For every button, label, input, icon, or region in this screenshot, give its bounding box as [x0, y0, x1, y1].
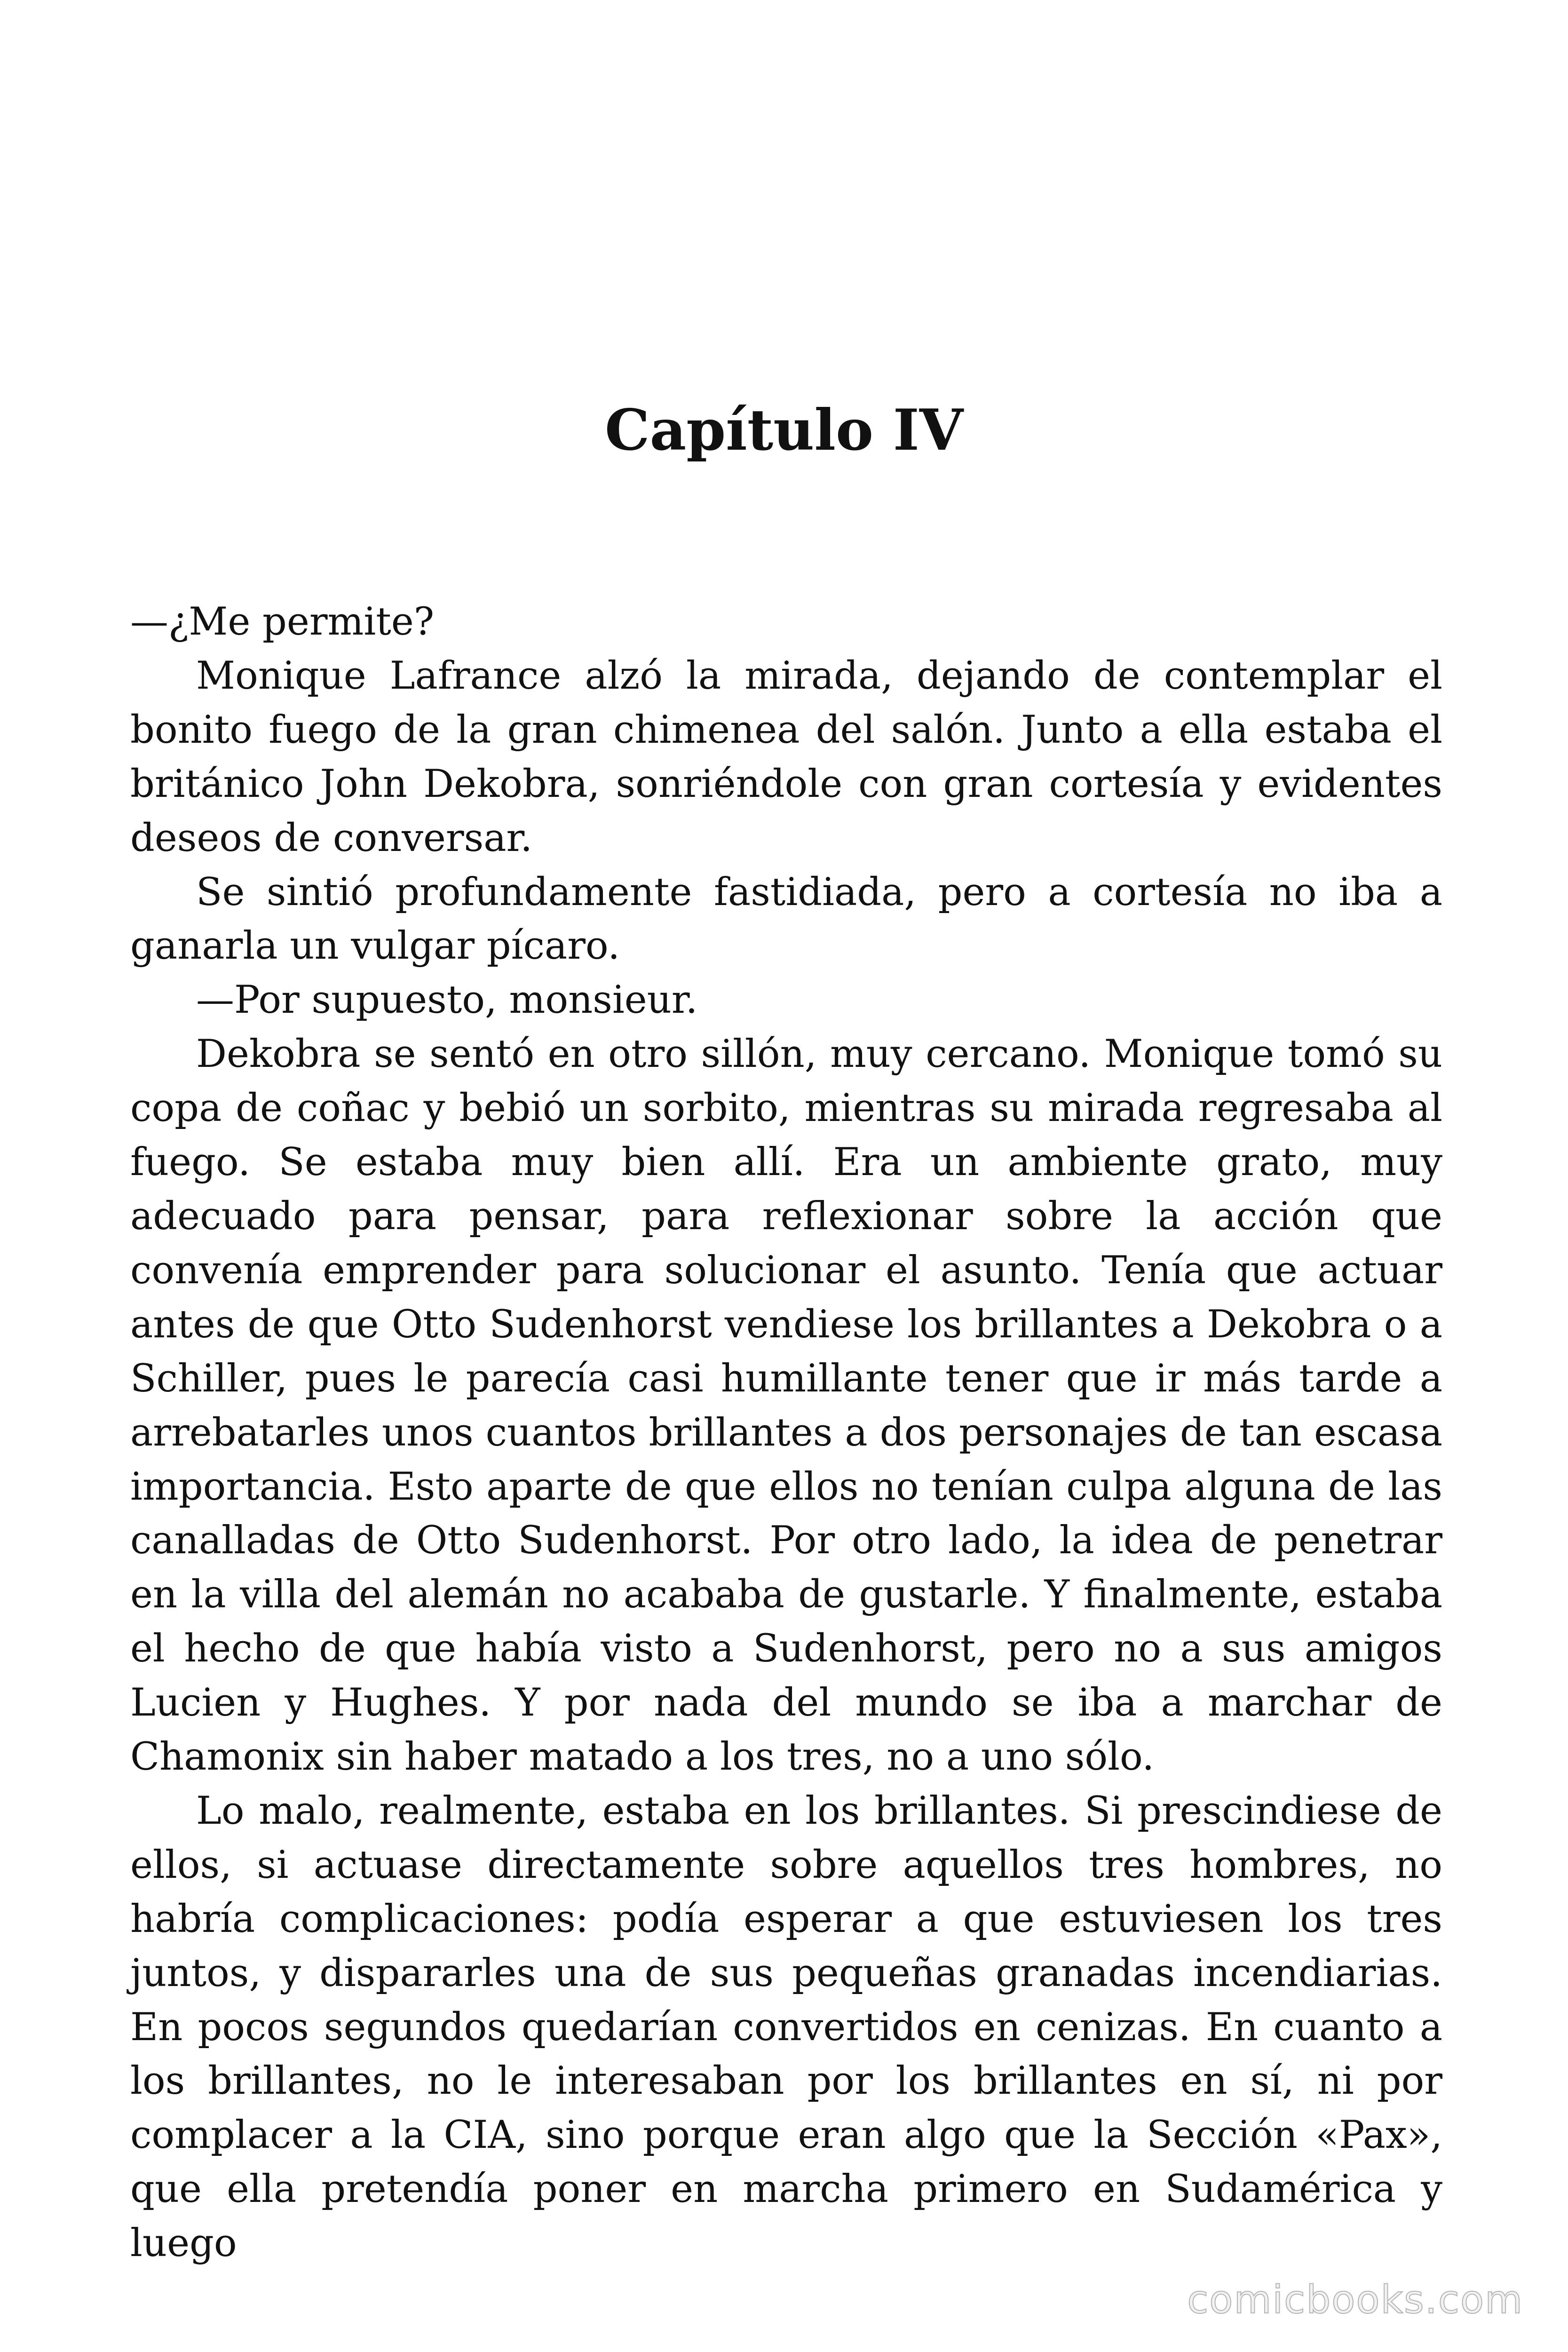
paragraph-3: Se sintió profundamente fastidiada, pero a cortesía no iba a ganarla un vulgar pícaro. [130, 870, 1442, 969]
watermark: comicbooks.com [1187, 2278, 1523, 2322]
paragraph-dialogue-4: —Por supuesto, monsieur. [196, 978, 698, 1023]
paragraph-5: Dekobra se sentó en otro sillón, muy cercano. Monique tomó su copa de coñac y bebió un sorbito, mientras su mirada regresaba al fuego. Se estaba muy bien allí. Era un ambiente grato, muy adecuado para pensar, para reflexionar sobre la acción que convenía emprender para solucionar el asunto. Tenía que actuar antes de que Otto Sudenhorst vendiese los brillantes a Dekobra o a Schiller, pues le parecía casi humillante tener que ir más tarde a arrebatarles unos cuantos brillantes a dos personajes de tan escasa importancia. Esto aparte de que ellos no tenían culpa alguna de las canalladas de Otto Sudenhorst. Por otro lado, la idea de penetrar en la villa del alemán no acababa de gustarle. Y finalmente, estaba el hecho de que había visto a Sudenhorst, pero no a sus amigos Lucien y Hughes. Y por nada del mundo se iba a marchar de Chamonix sin haber matado a los tres, no a uno sólo. [130, 1032, 1442, 1780]
paragraph-dialogue-1: —¿Me permite? [130, 600, 435, 644]
chapter-title: Capítulo IV [604, 397, 964, 463]
chapter-body [130, 595, 1442, 2271]
paragraph-6: Lo malo, realmente, estaba en los brillantes. Si prescindiese de ellos, si actuase directamente sobre aquellos tres hombres, no habría complicaciones: podía esperar a que estuviesen los tres juntos, y dispararles una de sus pequeñas granadas incendiarias. En pocos segundos quedarían convertidos en cenizas. En cuanto a los brillantes, no le interesaban por los brillantes en sí, ni por complacer a la CIA, sino porque eran algo que la Sección «Pax», que ella pretendía poner en marcha primero en Sudamérica y luego [130, 1788, 1442, 2266]
paragraph-2: Monique Lafrance alzó la mirada, dejando de contemplar el bonito fuego de la gran chimenea del salón. Junto a ella estaba el británico John Dekobra, sonriéndole con gran cortesía y evidentes deseos de conversar. [130, 653, 1442, 860]
